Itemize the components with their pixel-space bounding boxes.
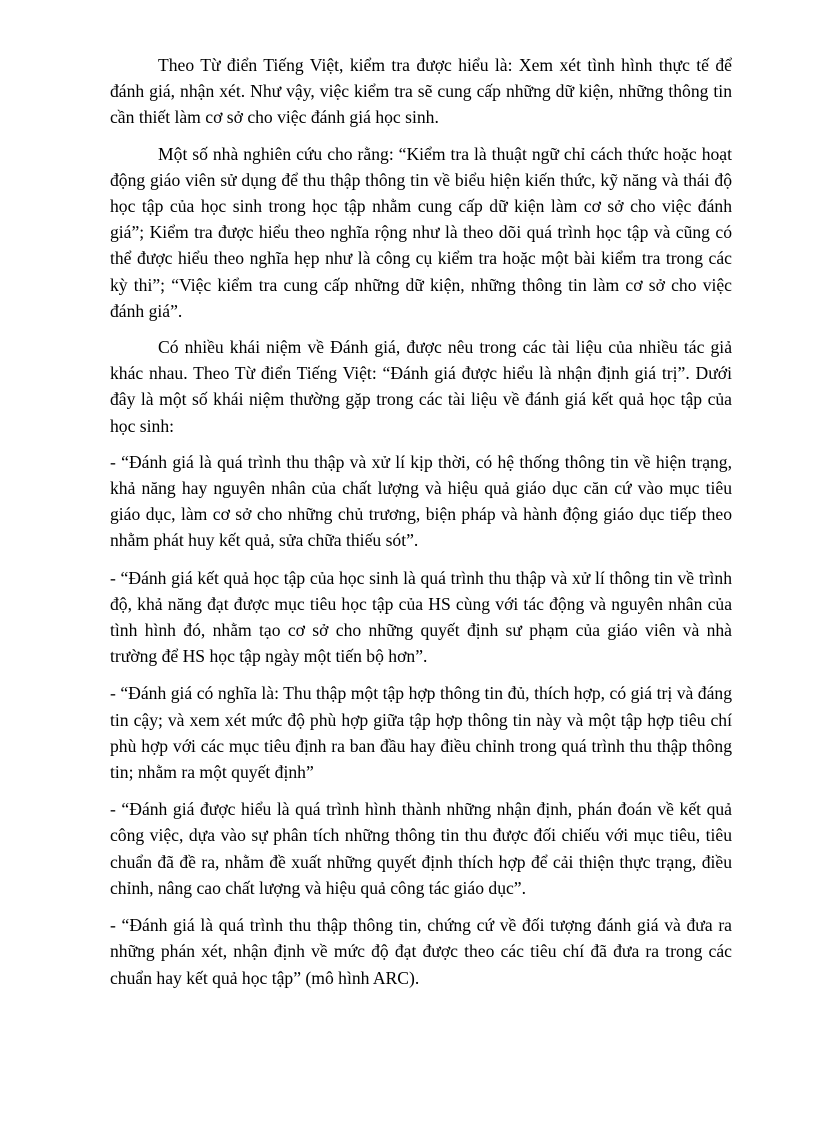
paragraph-kiem-tra-definition: Theo Từ điển Tiếng Việt, kiểm tra được hiểu là: Xem xét tình hình thực tế để đánh giá, nhận xét. Như vậy, việc kiểm tra sẽ cung cấp những dữ kiện, những thông tin cần thiết làm cơ sở cho việc đánh giá học sinh. xyxy=(110,55,732,128)
definition-item-4: - “Đánh giá được hiểu là quá trình hình thành những nhận định, phán đoán về kết quả công việc, dựa vào sự phân tích những thông tin thu được đối chiếu với mục tiêu, tiêu chuẩn đã đề ra, nhằm đề xuất những quyết định thích hợp để cải thiện thực trạng, điều chỉnh, nâng cao chất lượng và hiệu quả công tác giáo dục”. xyxy=(110,799,732,898)
definition-item-5: - “Đánh giá là quá trình thu thập thông tin, chứng cứ về đối tượng đánh giá và đưa ra những phán xét, nhận định về mức độ đạt được theo các tiêu chí đã đưa ra trong các chuẩn hay kết quả học tập” (mô hình ARC). xyxy=(110,915,732,988)
definition-item-3: - “Đánh giá có nghĩa là: Thu thập một tập hợp thông tin đủ, thích hợp, có giá trị và đáng tin cậy; và xem xét mức độ phù hợp giữa tập hợp thông tin này và một tập hợp tiêu chí phù hợp với các mục tiêu định ra ban đầu hay điều chỉnh trong quá trình thu thập thông tin; nhằm ra một quyết định” xyxy=(110,683,732,783)
definition-item-1: - “Đánh giá là quá trình thu thập và xử lí kịp thời, có hệ thống thông tin về hiện trạng, khả năng hay nguyên nhân của chất lượng và hiệu quả giáo dục căn cứ vào mục tiêu giáo dục, làm cơ sở cho những chủ trương, biện pháp và hành động giáo dục tiếp theo nhằm phát huy kết quả, sửa chữa thiếu sót”. xyxy=(110,451,732,551)
definition-item-2: - “Đánh giá kết quả học tập của học sinh là quá trình thu thập và xử lí thông tin về trình độ, khả năng đạt được mục tiêu học tập của HS cùng với tác động và nguyên nhân của tình hình đó, nhằm tạo cơ sở cho những quyết định sư phạm của giáo viên và nhà trường để HS học tập ngày một tiến bộ hơn”. xyxy=(110,567,732,667)
paragraph-danh-gia-intro: Có nhiều khái niệm về Đánh giá, được nêu trong các tài liệu của nhiều tác giả khác nhau. Theo Từ điển Tiếng Việt: “Đánh giá được hiểu là nhận định giá trị”. Dưới đây là một số khái niệm thường gặp trong các tài liệu về đánh giá kết quả học tập của học sinh: xyxy=(110,337,732,436)
paragraph-researcher-views: Một số nhà nghiên cứu cho rằng: “Kiểm tra là thuật ngữ chỉ cách thức hoặc hoạt động giáo viên sử dụng để thu thập thông tin về biểu hiện kiến thức, kỹ năng và thái độ học tập của học sinh trong học tập nhằm cung cấp dữ kiện làm cơ sở cho việc đánh giá”; Kiểm tra được hiểu theo nghĩa rộng như là theo dõi quá trình học tập và cũng có thể được hiểu theo nghĩa hẹp như là công cụ kiểm tra hoặc một bài kiểm tra trong các kỳ thi”; “Việc kiểm tra cung cấp những dữ kiện, những thông tin làm cơ sở cho việc đánh giá”. xyxy=(110,143,732,321)
